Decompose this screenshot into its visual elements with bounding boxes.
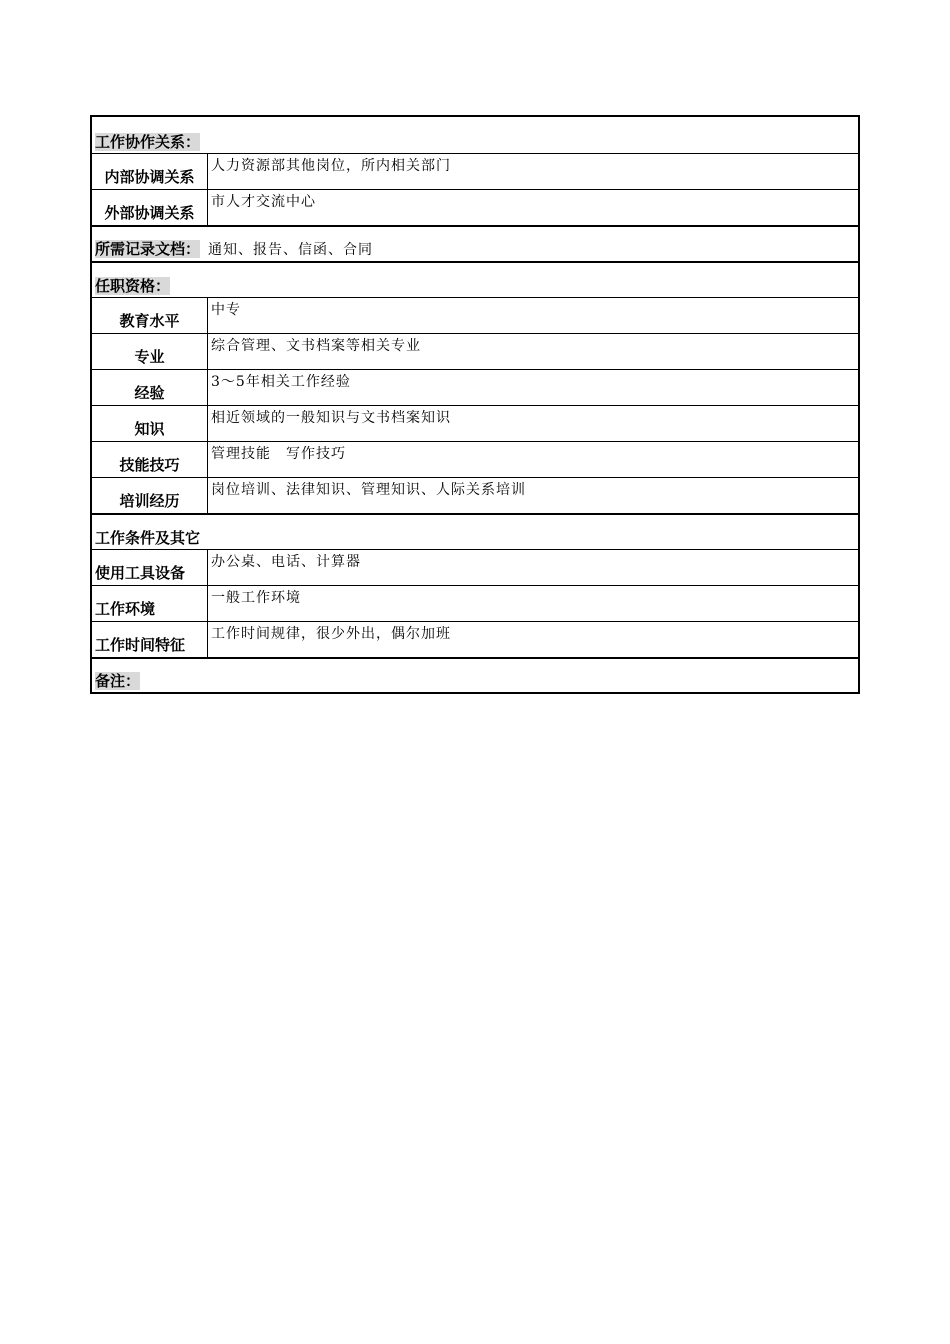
section-collaboration-header (92, 117, 858, 153)
row-value: 管理技能 写作技巧 (211, 446, 346, 462)
external-coordination-row (92, 189, 858, 225)
row-label: 培训经历 (92, 478, 208, 513)
row-label: 内部协调关系 (92, 154, 208, 189)
section-conditions-header (92, 513, 858, 549)
condition-row (92, 549, 858, 585)
condition-row (92, 621, 858, 657)
section-title: 工作条件及其它 (95, 529, 201, 547)
qualification-row (92, 477, 858, 513)
qualification-row (92, 297, 858, 333)
row-label: 知识 (92, 406, 208, 441)
qualification-row (92, 441, 858, 477)
row-value: 一般工作环境 (211, 590, 301, 606)
qualification-row (92, 369, 858, 405)
row-value: 3～5年相关工作经验 (211, 374, 351, 390)
section-qualifications-header (92, 261, 858, 297)
row-value: 工作时间规律，很少外出，偶尔加班 (211, 626, 451, 642)
qualification-row (92, 333, 858, 369)
row-label: 外部协调关系 (92, 190, 208, 225)
condition-row (92, 585, 858, 621)
row-value: 岗位培训、法律知识、管理知识、人际关系培训 (211, 482, 526, 498)
internal-coordination-row (92, 153, 858, 189)
row-value: 相近领域的一般知识与文书档案知识 (211, 410, 451, 426)
row-label: 技能技巧 (92, 442, 208, 477)
row-value: 市人才交流中心 (211, 194, 316, 210)
row-label: 工作环境 (92, 586, 208, 621)
row-value: 中专 (211, 302, 241, 318)
qualification-row (92, 405, 858, 441)
row-value: 人力资源部其他岗位，所内相关部门 (211, 158, 451, 174)
row-label: 经验 (92, 370, 208, 405)
section-title: 工作协作关系： (95, 133, 201, 151)
row-value: 办公桌、电话、计算器 (211, 554, 361, 570)
row-label: 教育水平 (92, 298, 208, 333)
row-label: 专业 (92, 334, 208, 369)
row-label: 工作时间特征 (92, 622, 208, 657)
section-title: 备注： (95, 672, 141, 690)
section-title: 所需记录文档： (95, 240, 201, 258)
job-description-table (90, 115, 860, 694)
section-title: 任职资格： (95, 277, 171, 295)
row-label: 使用工具设备 (92, 550, 208, 585)
section-records-header (92, 225, 858, 261)
row-value: 综合管理、文书档案等相关专业 (211, 338, 421, 354)
section-notes-header (92, 657, 858, 692)
records-value: 通知、报告、信函、合同 (208, 242, 374, 258)
